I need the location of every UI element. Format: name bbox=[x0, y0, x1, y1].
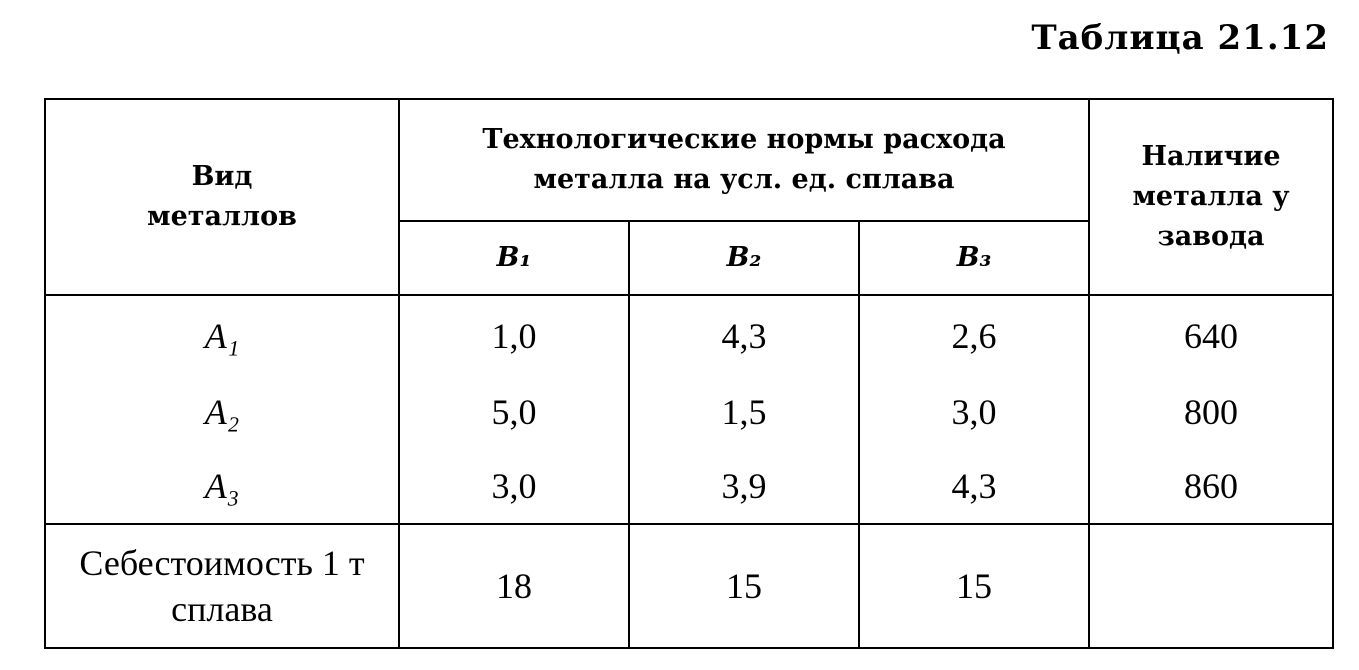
cell-availability: 800 bbox=[1089, 375, 1333, 449]
cell-value: 1,0 bbox=[399, 295, 629, 375]
cost-value: 15 bbox=[629, 524, 859, 648]
table-caption: Таблица 21.12 bbox=[1031, 18, 1329, 58]
cell-value: 1,5 bbox=[629, 375, 859, 449]
cell-value: 3,0 bbox=[399, 449, 629, 524]
header-alloy-b2: B₂ bbox=[629, 221, 859, 295]
cost-label: Себестоимость 1 т сплава bbox=[45, 524, 399, 648]
header-alloy-b3: B₃ bbox=[859, 221, 1089, 295]
cost-value: 15 bbox=[859, 524, 1089, 648]
cell-value: 2,6 bbox=[859, 295, 1089, 375]
header-availability: Наличие металла у завода bbox=[1089, 99, 1333, 295]
row-label: A₃ bbox=[45, 449, 399, 524]
table-row bbox=[45, 449, 1333, 524]
cell-value: 5,0 bbox=[399, 375, 629, 449]
header-norms: Технологические нормы расхода металла на усл. ед. сплава bbox=[399, 99, 1089, 221]
row-label: A₂ bbox=[45, 375, 399, 449]
cell-value: 3,9 bbox=[629, 449, 859, 524]
header-alloy-b1: B₁ bbox=[399, 221, 629, 295]
cost-availability bbox=[1089, 524, 1333, 648]
cell-availability: 860 bbox=[1089, 449, 1333, 524]
cell-value: 3,0 bbox=[859, 375, 1089, 449]
cell-value: 4,3 bbox=[859, 449, 1089, 524]
cost-value: 18 bbox=[399, 524, 629, 648]
cost-row bbox=[45, 524, 1333, 648]
table-row bbox=[45, 375, 1333, 449]
cell-availability: 640 bbox=[1089, 295, 1333, 375]
row-label: A₁ bbox=[45, 295, 399, 375]
cell-value: 4,3 bbox=[629, 295, 859, 375]
header-metal-type: Вид металлов bbox=[45, 99, 399, 295]
table-row bbox=[45, 295, 1333, 375]
metal-norms-table bbox=[44, 98, 1334, 649]
